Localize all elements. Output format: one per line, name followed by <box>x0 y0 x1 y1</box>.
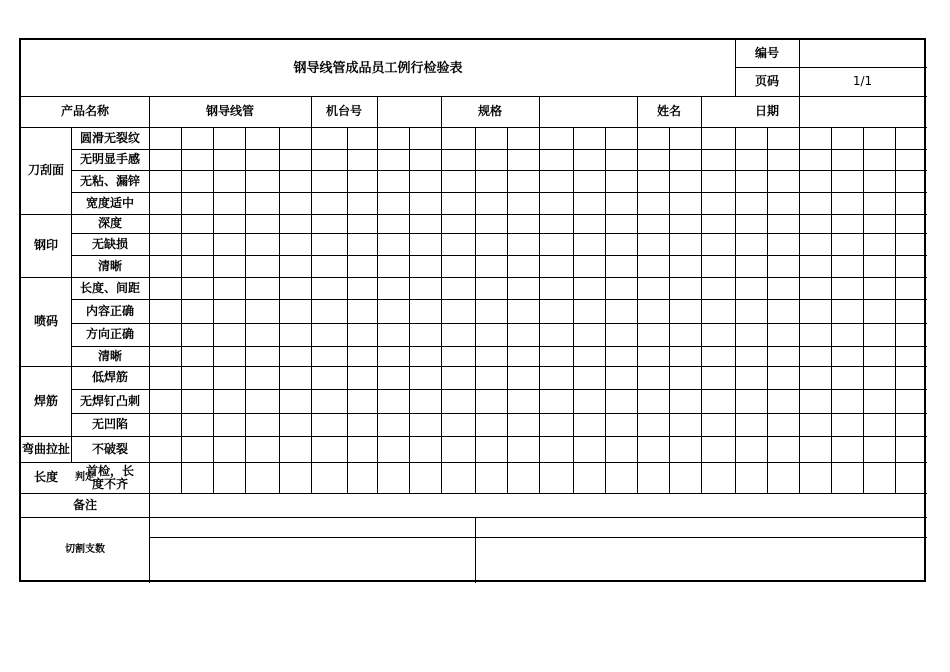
check-item-label: 内容正确 <box>85 303 134 318</box>
grid-line <box>799 127 800 494</box>
check-item-label: 清晰 <box>97 348 122 363</box>
check-item-label: 无焊钉凸刺 <box>79 393 140 408</box>
check-group-label: 刀刮面 <box>27 163 64 177</box>
grid-line <box>149 127 150 494</box>
grid-line <box>895 127 896 494</box>
grid-line <box>831 127 832 494</box>
grid-line <box>507 127 508 494</box>
grid-line <box>311 127 312 494</box>
check-item-label: 不破裂 <box>91 441 128 456</box>
grid-line <box>21 127 927 128</box>
check-item-label: 圆滑无裂纹 <box>79 130 140 145</box>
check-item-label: 清晰 <box>97 258 122 273</box>
grid-line <box>573 127 574 494</box>
grid-line <box>279 127 280 494</box>
inspector-name-value[interactable] <box>701 96 735 127</box>
spec-label: 规格 <box>477 104 502 118</box>
grid-line <box>767 127 768 494</box>
grid-line <box>21 277 927 278</box>
check-item-label: 长度、间距 <box>79 280 140 295</box>
verdict-label: 判定 <box>75 472 95 483</box>
grid-line <box>863 127 864 494</box>
check-group-label: 钢印 <box>33 238 58 252</box>
check-group-label: 弯曲拉扯 <box>21 441 70 456</box>
check-item-label: 无粘、漏锌 <box>79 173 140 188</box>
check-item-label: 无凹陷 <box>91 417 128 431</box>
product-name-label: 产品名称 <box>60 104 109 118</box>
grid-line <box>21 366 927 367</box>
check-item-label: 低焊筋 <box>91 370 128 384</box>
grid-line <box>213 127 214 494</box>
check-item-label: 深度 <box>97 216 122 230</box>
check-item-label: 方向正确 <box>85 327 134 341</box>
product-name-value: 钢导线管 <box>205 104 254 118</box>
check-group-label: 焊筋 <box>33 393 58 408</box>
grid-line <box>21 517 927 518</box>
date-value[interactable] <box>799 96 926 127</box>
spec-value[interactable] <box>539 96 637 127</box>
inspector-name-label: 姓名 <box>656 104 681 118</box>
remarks-value[interactable] <box>149 493 926 517</box>
check-item-label: 首检，长 度不齐 <box>85 463 134 491</box>
grid-line <box>149 537 927 538</box>
cut-count-label: 切割支数 <box>65 544 105 555</box>
grid-line <box>605 127 606 494</box>
page-label: 页码 <box>754 74 779 88</box>
serial-label: 编号 <box>754 46 779 60</box>
form-title: 钢导线管成品员工例行检验表 <box>293 60 463 76</box>
page-value: 1/1 <box>852 74 873 88</box>
grid-line <box>21 214 927 215</box>
grid-line <box>475 127 476 494</box>
grid-line <box>475 517 476 583</box>
grid-line <box>409 127 410 494</box>
check-group-label: 喷码 <box>33 314 58 328</box>
grid-line <box>245 127 246 494</box>
grid-line <box>181 127 182 494</box>
remarks-label: 备注 <box>72 497 97 512</box>
check-group-label: 长度 <box>33 470 58 484</box>
grid-line <box>637 127 638 494</box>
date-label: 日期 <box>754 104 779 118</box>
machine-number-value[interactable] <box>377 96 441 127</box>
grid-line <box>441 127 442 494</box>
serial-value[interactable] <box>799 40 926 67</box>
grid-line <box>347 127 348 494</box>
check-item-label: 无缺损 <box>91 236 128 251</box>
grid-line <box>377 127 378 494</box>
grid-line <box>735 127 736 494</box>
grid-line <box>539 127 540 494</box>
check-item-label: 无明显手感 <box>79 152 140 166</box>
grid-line <box>21 462 927 463</box>
grid-line <box>701 127 702 494</box>
grid-line <box>669 127 670 494</box>
inspection-form <box>19 38 926 582</box>
machine-number-label: 机台号 <box>325 104 362 118</box>
grid-line <box>21 436 927 437</box>
check-item-label: 宽度适中 <box>85 195 134 210</box>
